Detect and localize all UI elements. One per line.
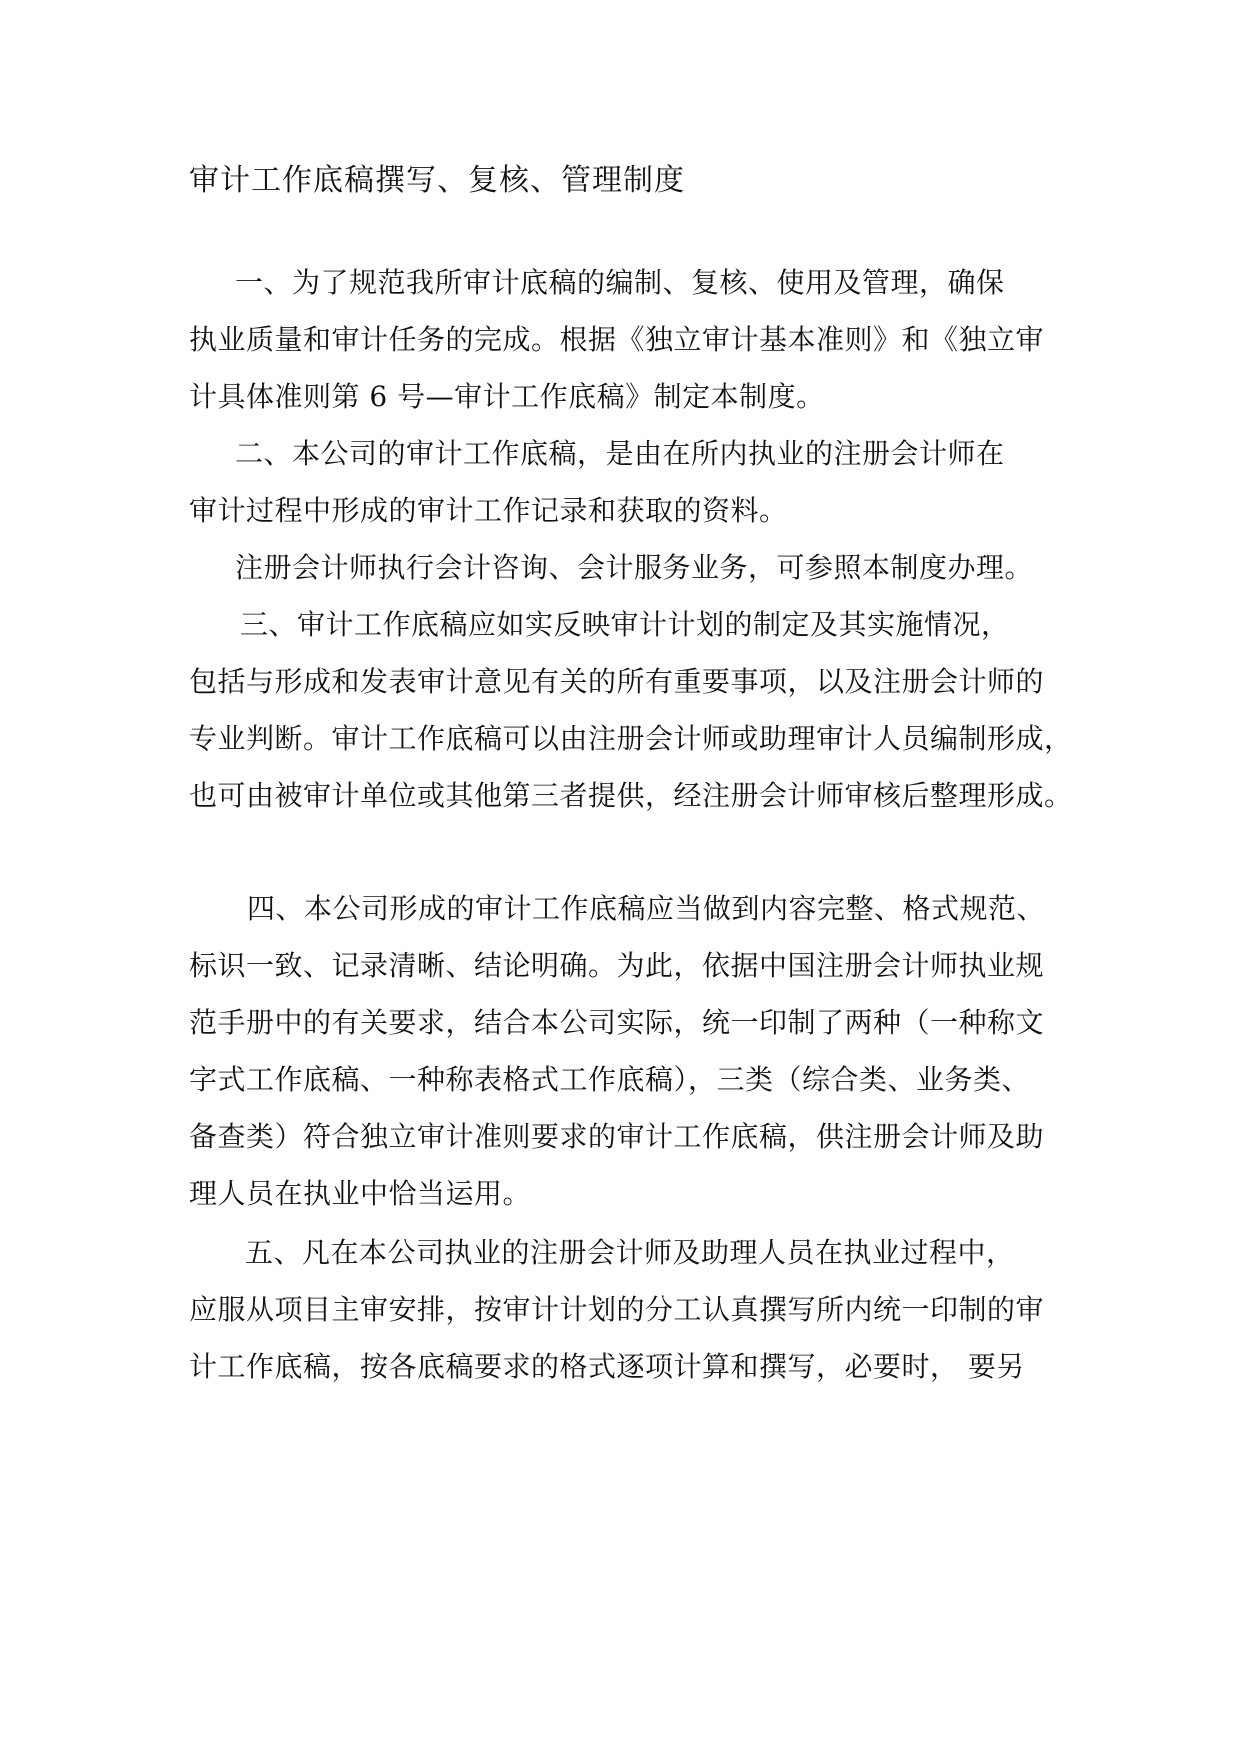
paragraph-line: 专业判断。审计工作底稿可以由注册会计师或助理审计人员编制形成， xyxy=(189,722,1073,755)
paragraph-line: 范手册中的有关要求，结合本公司实际，统一印制了两种（一种称文 xyxy=(189,1006,1045,1039)
paragraph-line: 二、本公司的审计工作底稿，是由在所内执业的注册会计师在 xyxy=(235,437,1005,470)
paragraph-line: 应服从项目主审安排，按审计计划的分工认真撰写所内统一印制的审 xyxy=(189,1293,1045,1326)
paragraph-line: 注册会计师执行会计咨询、会计服务业务，可参照本制度办理。 xyxy=(235,551,1034,584)
paragraph-line: 四、本公司形成的审计工作底稿应当做到内容完整、格式规范、 xyxy=(247,892,1046,925)
paragraph-line: 一、为了规范我所审计底稿的编制、复核、使用及管理，确保 xyxy=(235,266,1005,299)
paragraph-line: 也可由被审计单位或其他第三者提供，经注册会计师审核后整理形成。 xyxy=(189,779,1073,812)
paragraph-line: 计具体准则第 6 号—审计工作底稿》制定本制度。 xyxy=(189,380,825,413)
paragraph-line: 审计过程中形成的审计工作记录和获取的资料。 xyxy=(189,494,788,527)
paragraph-line: 理人员在执业中恰当运用。 xyxy=(189,1177,532,1210)
document-title: 审计工作底稿撰写、复核、管理制度 xyxy=(189,163,685,198)
paragraph-line: 标识一致、记录清晰、结论明确。为此，依据中国注册会计师执业规 xyxy=(189,949,1045,982)
paragraph-line: 包括与形成和发表审计意见有关的所有重要事项，以及注册会计师的 xyxy=(189,665,1045,698)
paragraph-line: 计工作底稿，按各底稿要求的格式逐项计算和撰写，必要时， 要另 xyxy=(189,1350,1025,1383)
paragraph-line: 三、审计工作底稿应如实反映审计计划的制定及其实施情况， xyxy=(240,608,1010,641)
paragraph-line: 备查类）符合独立审计准则要求的审计工作底稿，供注册会计师及助 xyxy=(189,1120,1045,1153)
paragraph-line: 执业质量和审计任务的完成。根据《独立审计基本准则》和《独立审 xyxy=(189,323,1045,356)
paragraph-line: 字式工作底稿、一种称表格式工作底稿），三类（综合类、业务类、 xyxy=(189,1063,1031,1096)
paragraph-line: 五、凡在本公司执业的注册会计师及助理人员在执业过程中， xyxy=(245,1236,1015,1269)
